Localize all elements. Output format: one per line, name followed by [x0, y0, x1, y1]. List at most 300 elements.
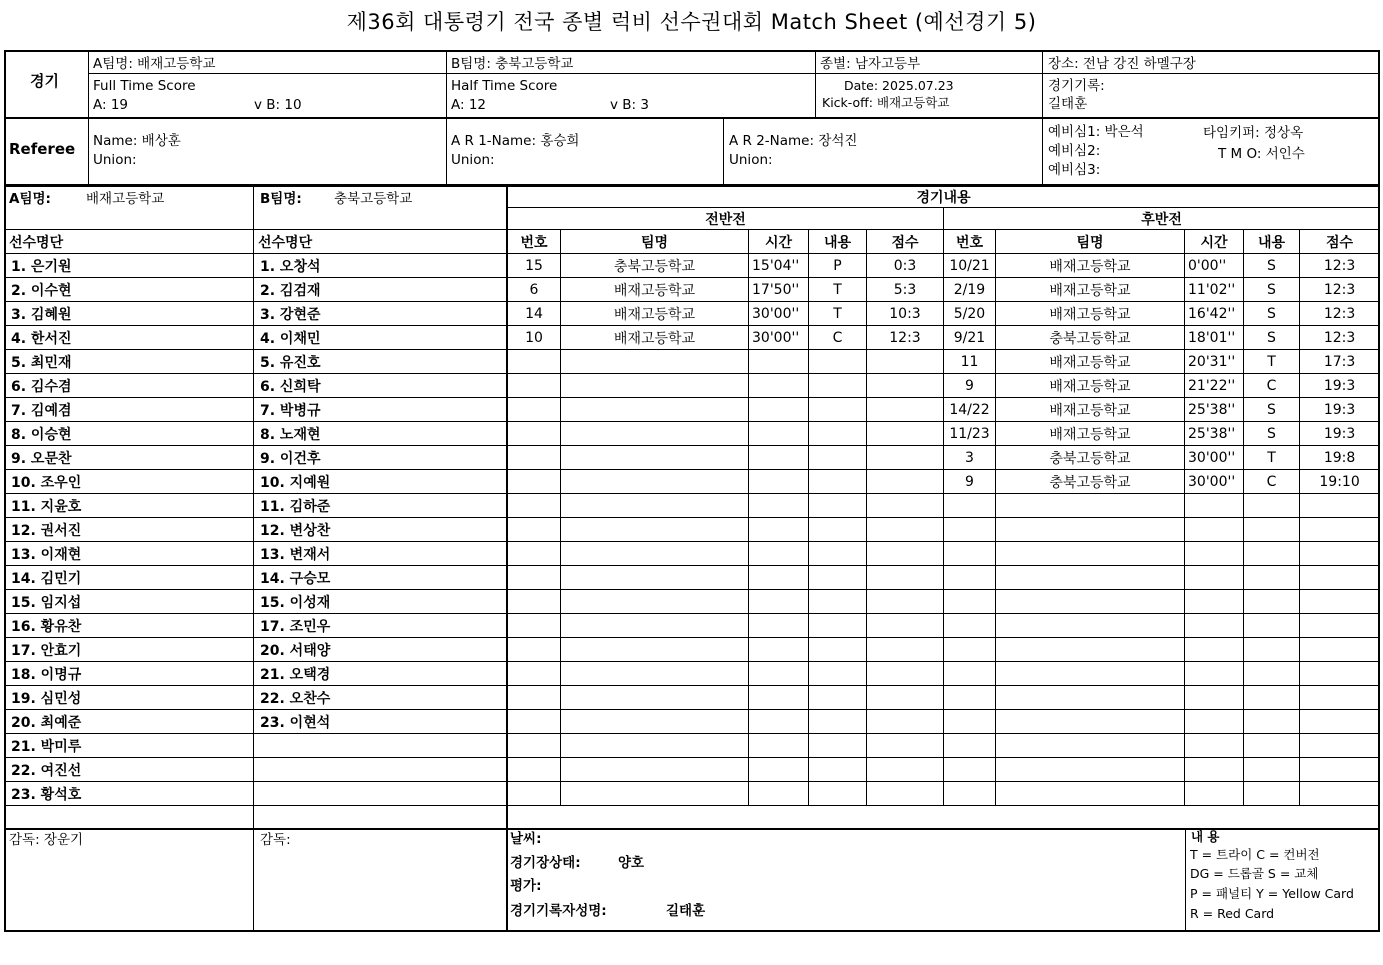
second-half-cell [1244, 518, 1300, 542]
second-half-cell [996, 638, 1185, 662]
second-half-cell [1185, 638, 1244, 662]
first-half-cell [809, 638, 867, 662]
second-half-cell: S [1244, 302, 1300, 326]
match-date: Date: 2025.07.23 [844, 78, 954, 93]
second-half-cell [1300, 638, 1380, 662]
first-half-cell [867, 518, 944, 542]
column-header: 시간 [749, 230, 809, 254]
second-half-cell: C [1244, 374, 1300, 398]
second-half-cell [1244, 734, 1300, 758]
second-half-cell [1185, 734, 1244, 758]
first-half-cell: 배재고등학교 [561, 302, 749, 326]
second-half-cell [996, 734, 1185, 758]
first-half-cell [561, 398, 749, 422]
second-half-cell: 19:3 [1300, 374, 1380, 398]
second-half-cell [944, 494, 996, 518]
roster-list-header: 선수명단 [254, 230, 508, 254]
first-half-cell [867, 542, 944, 566]
table-row [5, 446, 508, 470]
second-half-cell: 9/21 [944, 326, 996, 350]
second-half-cell [944, 734, 996, 758]
table-row [508, 302, 1380, 326]
player-b-cell: 23. 이현석 [254, 710, 508, 734]
first-half-cell: 30'00'' [749, 302, 809, 326]
second-half-cell [944, 590, 996, 614]
player-a-cell: 16. 황유찬 [5, 614, 254, 638]
first-half-cell [809, 542, 867, 566]
second-half-cell: 11 [944, 350, 996, 374]
second-half-cell: 9 [944, 470, 996, 494]
second-half-cell: 14/22 [944, 398, 996, 422]
first-half-cell [508, 734, 561, 758]
first-half-cell [809, 470, 867, 494]
column-header: 팀명 [996, 230, 1185, 254]
second-half-cell [996, 710, 1185, 734]
second-half-cell [996, 758, 1185, 782]
ar1-union: Union: [451, 152, 495, 168]
coach-b: 감독: [260, 832, 291, 848]
table-row [5, 470, 508, 494]
second-half-cell [996, 494, 1185, 518]
first-half-cell [749, 470, 809, 494]
second-half-cell [1244, 614, 1300, 638]
ar2-union: Union: [729, 152, 773, 168]
first-half-cell [508, 614, 561, 638]
second-half-cell [1185, 494, 1244, 518]
referee-label: Referee [9, 140, 76, 158]
first-half-cell [809, 422, 867, 446]
second-half-cell [1300, 758, 1380, 782]
author-label: 경기기록자성명: [510, 903, 607, 919]
referee-union: Union: [93, 152, 137, 168]
timekeeper: 타임키퍼: 정상옥 [1203, 125, 1304, 141]
first-half-cell [867, 638, 944, 662]
full-time-score-b: v B: 10 [254, 97, 302, 113]
player-b-cell: 1. 오창석 [254, 254, 508, 278]
first-half-cell [561, 710, 749, 734]
second-half-cell: 배재고등학교 [996, 302, 1185, 326]
table-row [5, 710, 508, 734]
second-half-cell [1185, 710, 1244, 734]
player-a-cell: 4. 한서진 [5, 326, 254, 350]
player-a-cell: 9. 오문찬 [5, 446, 254, 470]
first-half-cell [749, 662, 809, 686]
second-half-cell [1244, 542, 1300, 566]
reserve-referee-2: 예비심2: [1048, 143, 1101, 159]
first-half-cell [749, 638, 809, 662]
first-half-cell [561, 662, 749, 686]
second-half-cell [1244, 638, 1300, 662]
legend-line: T = 트라이 C = 컨버전 [1190, 847, 1320, 862]
first-half-cell [508, 374, 561, 398]
first-half-cell: 충북고등학교 [561, 254, 749, 278]
first-half-cell [508, 782, 561, 806]
first-half-cell [561, 782, 749, 806]
second-half-cell [944, 566, 996, 590]
player-b-cell: 8. 노재현 [254, 422, 508, 446]
full-time-score-a: A: 19 [93, 97, 129, 113]
second-half-cell [1244, 662, 1300, 686]
first-half-cell [508, 686, 561, 710]
player-b-cell: 15. 이성재 [254, 590, 508, 614]
table-row [5, 782, 508, 806]
player-a-cell: 2. 이수현 [5, 278, 254, 302]
division-text: 종별: 남자고등부 [820, 56, 921, 72]
second-half-cell [1300, 590, 1380, 614]
match-label: 경기 [30, 72, 59, 90]
second-half-cell [1185, 590, 1244, 614]
second-half-cell: S [1244, 254, 1300, 278]
first-half-cell: 배재고등학교 [561, 278, 749, 302]
first-half-cell [508, 566, 561, 590]
first-half-cell [561, 734, 749, 758]
table-row [5, 494, 508, 518]
second-half-cell [1185, 782, 1244, 806]
first-half-cell: 30'00'' [749, 326, 809, 350]
recorder-label: 경기기록: [1048, 78, 1105, 94]
legend-line: P = 패널티 Y = Yellow Card [1190, 886, 1354, 901]
first-half-cell: P [809, 254, 867, 278]
first-half-cell: C [809, 326, 867, 350]
first-half-cell [809, 398, 867, 422]
first-half-cell: 15 [508, 254, 561, 278]
player-a-cell: 10. 조우인 [5, 470, 254, 494]
first-half-cell [809, 614, 867, 638]
second-half-cell: 배재고등학교 [996, 422, 1185, 446]
first-half-cell [508, 350, 561, 374]
column-header: 내용 [809, 230, 867, 254]
content-label: 경기내용 [508, 187, 1380, 208]
first-half-cell [749, 782, 809, 806]
first-half-cell [749, 542, 809, 566]
table-row [5, 590, 508, 614]
second-half-cell: 3 [944, 446, 996, 470]
player-b-cell: 22. 오찬수 [254, 686, 508, 710]
legend-line: R = Red Card [1190, 906, 1275, 921]
second-half-cell [996, 518, 1185, 542]
first-half-cell [867, 614, 944, 638]
second-half-cell: T [1244, 446, 1300, 470]
first-half-cell [561, 542, 749, 566]
first-half-cell [508, 494, 561, 518]
second-half-cell [944, 782, 996, 806]
second-half-cell: 25'38'' [1185, 398, 1244, 422]
first-half-cell [867, 590, 944, 614]
first-half-cell [561, 446, 749, 470]
first-half-cell [561, 422, 749, 446]
second-half-cell [996, 614, 1185, 638]
roster-header-row [5, 230, 508, 254]
second-half-cell [1185, 662, 1244, 686]
first-half-cell [508, 542, 561, 566]
second-half-cell [1185, 614, 1244, 638]
second-half-cell [944, 518, 996, 542]
table-row [5, 518, 508, 542]
first-half-cell [867, 398, 944, 422]
table-row [508, 326, 1380, 350]
second-half-cell [944, 686, 996, 710]
player-b-cell: 21. 오택경 [254, 662, 508, 686]
first-half-cell [749, 374, 809, 398]
first-half-cell [561, 518, 749, 542]
second-half-cell: 18'01'' [1185, 326, 1244, 350]
player-b-cell [254, 782, 508, 806]
second-half-cell [996, 590, 1185, 614]
second-half-cell [1300, 686, 1380, 710]
half-time-label: Half Time Score [451, 78, 558, 94]
kickoff-text: Kick-off: 배재고등학교 [822, 95, 950, 110]
second-half-cell: 9 [944, 374, 996, 398]
player-a-cell: 19. 심민성 [5, 686, 254, 710]
field-condition-value: 양호 [618, 855, 645, 871]
player-a-cell: 3. 김혜원 [5, 302, 254, 326]
player-a-cell: 14. 김민기 [5, 566, 254, 590]
second-half-cell: 12:3 [1300, 278, 1380, 302]
first-half-cell [867, 350, 944, 374]
second-half-cell [1244, 566, 1300, 590]
second-half-cell [1244, 494, 1300, 518]
second-half-cell: 12:3 [1300, 326, 1380, 350]
second-half-cell [944, 614, 996, 638]
second-half-cell [1300, 566, 1380, 590]
second-half-cell: 20'31'' [1185, 350, 1244, 374]
table-row [5, 326, 508, 350]
player-a-cell: 15. 임지섭 [5, 590, 254, 614]
second-half-cell: 21'22'' [1185, 374, 1244, 398]
table-row [508, 518, 1380, 542]
second-half-cell [1300, 782, 1380, 806]
second-half-cell [1185, 518, 1244, 542]
table-row [508, 398, 1380, 422]
table-row [5, 398, 508, 422]
second-half-cell [1185, 542, 1244, 566]
column-header: 내용 [1244, 230, 1300, 254]
first-half-cell [809, 710, 867, 734]
second-half-cell [1300, 614, 1380, 638]
second-half-cell: S [1244, 278, 1300, 302]
column-header: 번호 [944, 230, 996, 254]
second-half-cell: 25'38'' [1185, 422, 1244, 446]
first-half-cell [867, 662, 944, 686]
first-half-cell [809, 662, 867, 686]
ar2-name: A R 2-Name: 장석진 [729, 133, 858, 149]
first-half-cell [749, 566, 809, 590]
first-half-cell [867, 470, 944, 494]
second-half-cell: 충북고등학교 [996, 326, 1185, 350]
player-b-cell: 13. 변재서 [254, 542, 508, 566]
table-row [508, 638, 1380, 662]
first-half-cell [508, 758, 561, 782]
second-half-cell: 19:3 [1300, 398, 1380, 422]
table-row [508, 254, 1380, 278]
table-row [508, 782, 1380, 806]
table-row [5, 422, 508, 446]
first-half-cell [508, 470, 561, 494]
player-a-cell: 6. 김수겸 [5, 374, 254, 398]
team-b-header: B팀명: 충북고등학교 [451, 56, 574, 72]
second-half-label: 후반전 [944, 208, 1380, 230]
player-a-cell: 12. 권서진 [5, 518, 254, 542]
column-header: 시간 [1185, 230, 1244, 254]
second-half-cell [1185, 758, 1244, 782]
half-time-score-a: A: 12 [451, 97, 487, 113]
table-row [5, 758, 508, 782]
table-row [508, 734, 1380, 758]
first-half-cell: 10:3 [867, 302, 944, 326]
table-row [508, 350, 1380, 374]
first-half-cell [867, 374, 944, 398]
player-a-cell: 5. 최민재 [5, 350, 254, 374]
second-half-cell: 2/19 [944, 278, 996, 302]
second-half-cell [944, 662, 996, 686]
first-half-cell [561, 614, 749, 638]
second-half-cell: S [1244, 398, 1300, 422]
second-half-cell: 5/20 [944, 302, 996, 326]
first-half-cell [809, 566, 867, 590]
second-half-cell [996, 662, 1185, 686]
second-half-cell: 17:3 [1300, 350, 1380, 374]
table-row [5, 350, 508, 374]
second-half-cell [996, 782, 1185, 806]
player-a-cell: 13. 이재현 [5, 542, 254, 566]
first-half-cell [867, 710, 944, 734]
table-row [5, 566, 508, 590]
table-row [508, 758, 1380, 782]
player-a-cell: 11. 지윤호 [5, 494, 254, 518]
team-a-header: A팀명: 배재고등학교 [93, 56, 216, 72]
player-b-cell: 6. 신희탁 [254, 374, 508, 398]
first-half-cell [809, 686, 867, 710]
reserve-referee-1: 예비심1: 박은석 [1048, 124, 1144, 140]
second-half-cell: S [1244, 326, 1300, 350]
first-half-cell [809, 494, 867, 518]
first-half-cell [749, 350, 809, 374]
half-time-score-b: v B: 3 [610, 97, 649, 113]
second-half-cell [1244, 782, 1300, 806]
player-b-cell [254, 734, 508, 758]
first-half-cell [809, 350, 867, 374]
first-half-cell [749, 446, 809, 470]
second-half-cell [944, 638, 996, 662]
player-b-cell: 7. 박병규 [254, 398, 508, 422]
player-b-cell: 14. 구승모 [254, 566, 508, 590]
second-half-cell [1300, 494, 1380, 518]
second-half-cell [1300, 662, 1380, 686]
second-half-cell: 충북고등학교 [996, 446, 1185, 470]
column-header: 점수 [1300, 230, 1380, 254]
second-half-cell [1244, 590, 1300, 614]
second-half-cell [1300, 518, 1380, 542]
player-b-cell: 10. 지예원 [254, 470, 508, 494]
roster-team-a-label: A팀명: [9, 191, 51, 207]
player-b-cell: 3. 강현준 [254, 302, 508, 326]
table-row [5, 686, 508, 710]
second-half-cell: 배재고등학교 [996, 254, 1185, 278]
roster-team-b-label: B팀명: [260, 191, 302, 207]
first-half-cell: 15'04'' [749, 254, 809, 278]
player-b-cell: 11. 김하준 [254, 494, 508, 518]
first-half-cell [809, 518, 867, 542]
first-half-cell [508, 662, 561, 686]
first-half-cell [749, 614, 809, 638]
table-row [5, 254, 508, 278]
second-half-cell [944, 758, 996, 782]
first-half-cell [749, 734, 809, 758]
second-half-cell: 12:3 [1300, 302, 1380, 326]
second-half-cell [1185, 686, 1244, 710]
first-half-cell [867, 782, 944, 806]
first-half-cell: 10 [508, 326, 561, 350]
legend-line: DG = 드롭골 S = 교체 [1190, 866, 1319, 881]
first-half-cell: 6 [508, 278, 561, 302]
second-half-cell: 11'02'' [1185, 278, 1244, 302]
first-half-cell [867, 686, 944, 710]
second-half-cell [1300, 710, 1380, 734]
first-half-cell: 0:3 [867, 254, 944, 278]
table-row [5, 662, 508, 686]
player-a-cell: 8. 이승현 [5, 422, 254, 446]
table-row [508, 470, 1380, 494]
second-half-cell: 배재고등학교 [996, 278, 1185, 302]
first-half-cell [508, 638, 561, 662]
first-half-cell [749, 518, 809, 542]
player-a-cell: 20. 최예준 [5, 710, 254, 734]
second-half-cell [996, 566, 1185, 590]
second-half-cell: 19:3 [1300, 422, 1380, 446]
first-half-cell [867, 446, 944, 470]
second-half-cell [1244, 758, 1300, 782]
first-half-cell [809, 590, 867, 614]
player-b-cell: 4. 이채민 [254, 326, 508, 350]
second-half-cell [944, 710, 996, 734]
roster-team-a-name: 배재고등학교 [86, 191, 165, 207]
second-half-cell [996, 686, 1185, 710]
first-half-cell [508, 422, 561, 446]
table-row [508, 374, 1380, 398]
match-content-table [507, 186, 1380, 806]
recorder-name: 길태훈 [1048, 96, 1088, 112]
table-row [508, 662, 1380, 686]
table-row [508, 422, 1380, 446]
column-header-row [508, 230, 1380, 254]
second-half-cell: 12:3 [1300, 254, 1380, 278]
second-half-cell [1244, 710, 1300, 734]
column-header: 팀명 [561, 230, 749, 254]
table-row [508, 542, 1380, 566]
player-a-cell: 1. 은기원 [5, 254, 254, 278]
player-b-cell: 5. 유진호 [254, 350, 508, 374]
first-half-cell: 5:3 [867, 278, 944, 302]
evaluation-label: 평가: [510, 878, 542, 894]
first-half-cell [508, 590, 561, 614]
ar1-name: A R 1-Name: 홍승희 [451, 133, 580, 149]
second-half-cell: 배재고등학교 [996, 398, 1185, 422]
table-row [5, 614, 508, 638]
first-half-cell [508, 446, 561, 470]
second-half-cell: 19:10 [1300, 470, 1380, 494]
first-half-cell [749, 494, 809, 518]
author-value: 길태훈 [666, 903, 706, 919]
first-half-cell: T [809, 278, 867, 302]
second-half-cell [944, 542, 996, 566]
first-half-cell [749, 422, 809, 446]
table-row [508, 710, 1380, 734]
second-half-cell: 11/23 [944, 422, 996, 446]
first-half-cell: 12:3 [867, 326, 944, 350]
second-half-cell: 10/21 [944, 254, 996, 278]
player-b-cell: 17. 조민우 [254, 614, 508, 638]
first-half-cell [749, 710, 809, 734]
